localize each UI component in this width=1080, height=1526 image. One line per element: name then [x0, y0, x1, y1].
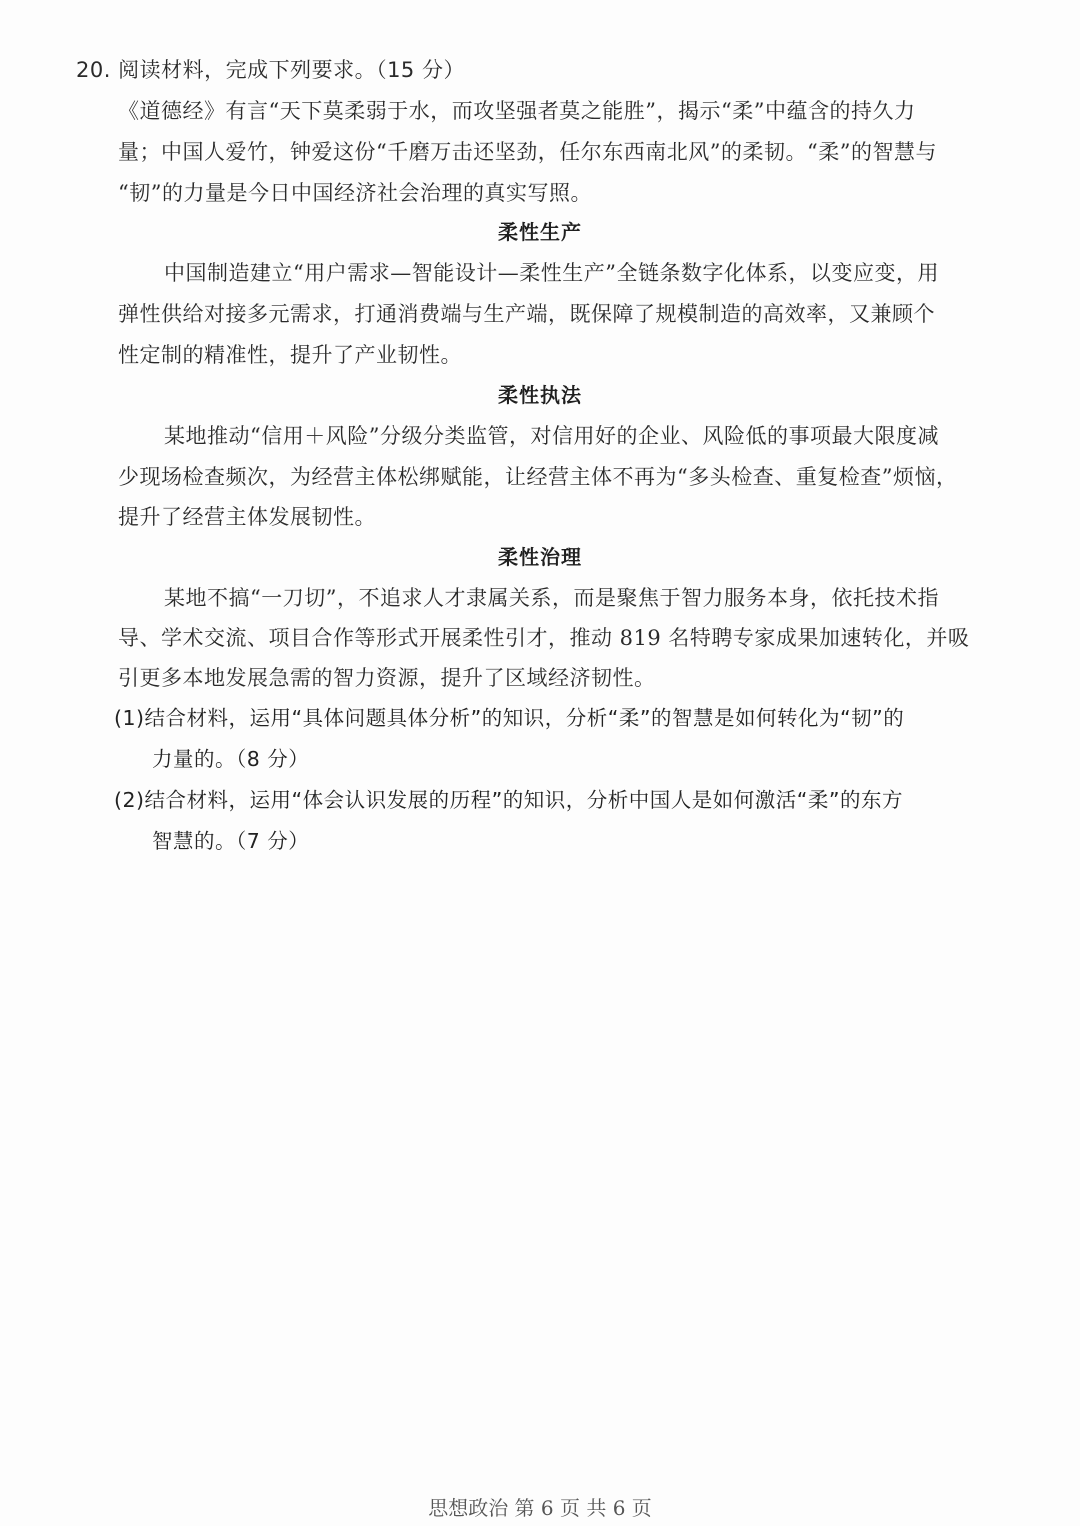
enforcement-line-1: 某地推动“信用＋风险”分级分类监管，对信用好的企业、风险低的事项最大限度减 [164, 424, 939, 448]
intro-line-3: “韧”的力量是今日中国经济社会治理的真实写照。 [118, 181, 592, 205]
requirement-1-line-2: 力量的。（8 分） [152, 747, 310, 771]
governance-line-2: 导、学术交流、项目合作等形式开展柔性引才，推动 819 名特聘专家成果加速转化，并吸 [118, 626, 970, 650]
intro-line-1: 《道德经》有言“天下莫柔弱于水，而攻坚强者莫之能胜”，揭示“柔”中蕴含的持久力 [118, 99, 916, 123]
question-title: 20. 阅读材料，完成下列要求。（15 分） [76, 58, 465, 82]
requirement-2-line-1: (2)结合材料，运用“体会认识发展的历程”的知识，分析中国人是如何激活“柔”的东方 [114, 788, 904, 812]
enforcement-line-2: 少现场检查频次，为经营主体松绑赋能，让经营主体不再为“多头检查、重复检查”烦恼， [118, 465, 958, 489]
governance-line-3: 引更多本地发展急需的智力资源，提升了区域经济韧性。 [118, 666, 656, 690]
section-heading-governance: 柔性治理 [498, 545, 582, 569]
production-line-3: 性定制的精准性，提升了产业韧性。 [118, 343, 462, 367]
requirement-2-line-2: 智慧的。（7 分） [152, 829, 310, 853]
section-heading-enforcement: 柔性执法 [498, 383, 582, 407]
section-heading-production: 柔性生产 [498, 220, 582, 244]
enforcement-line-3: 提升了经营主体发展韧性。 [118, 505, 376, 529]
intro-line-2: 量；中国人爱竹，钟爱这份“千磨万击还坚劲，任尔东西南北风”的柔韧。“柔”的智慧与 [118, 140, 937, 164]
requirement-1-line-1: (1)结合材料，运用“具体问题具体分析”的知识，分析“柔”的智慧是如何转化为“韧”的 [114, 706, 905, 730]
production-line-1: 中国制造建立“用户需求—智能设计—柔性生产”全链条数字化体系，以变应变，用 [164, 261, 939, 285]
governance-line-1: 某地不搞“一刀切”，不追求人才隶属关系，而是聚焦于智力服务本身，依托技术指 [164, 586, 939, 610]
production-line-2: 弹性供给对接多元需求，打通消费端与生产端，既保障了规模制造的高效率，又兼顾个 [118, 302, 935, 326]
page-footer: 思想政治 第 6 页 共 6 页 [428, 1496, 652, 1520]
